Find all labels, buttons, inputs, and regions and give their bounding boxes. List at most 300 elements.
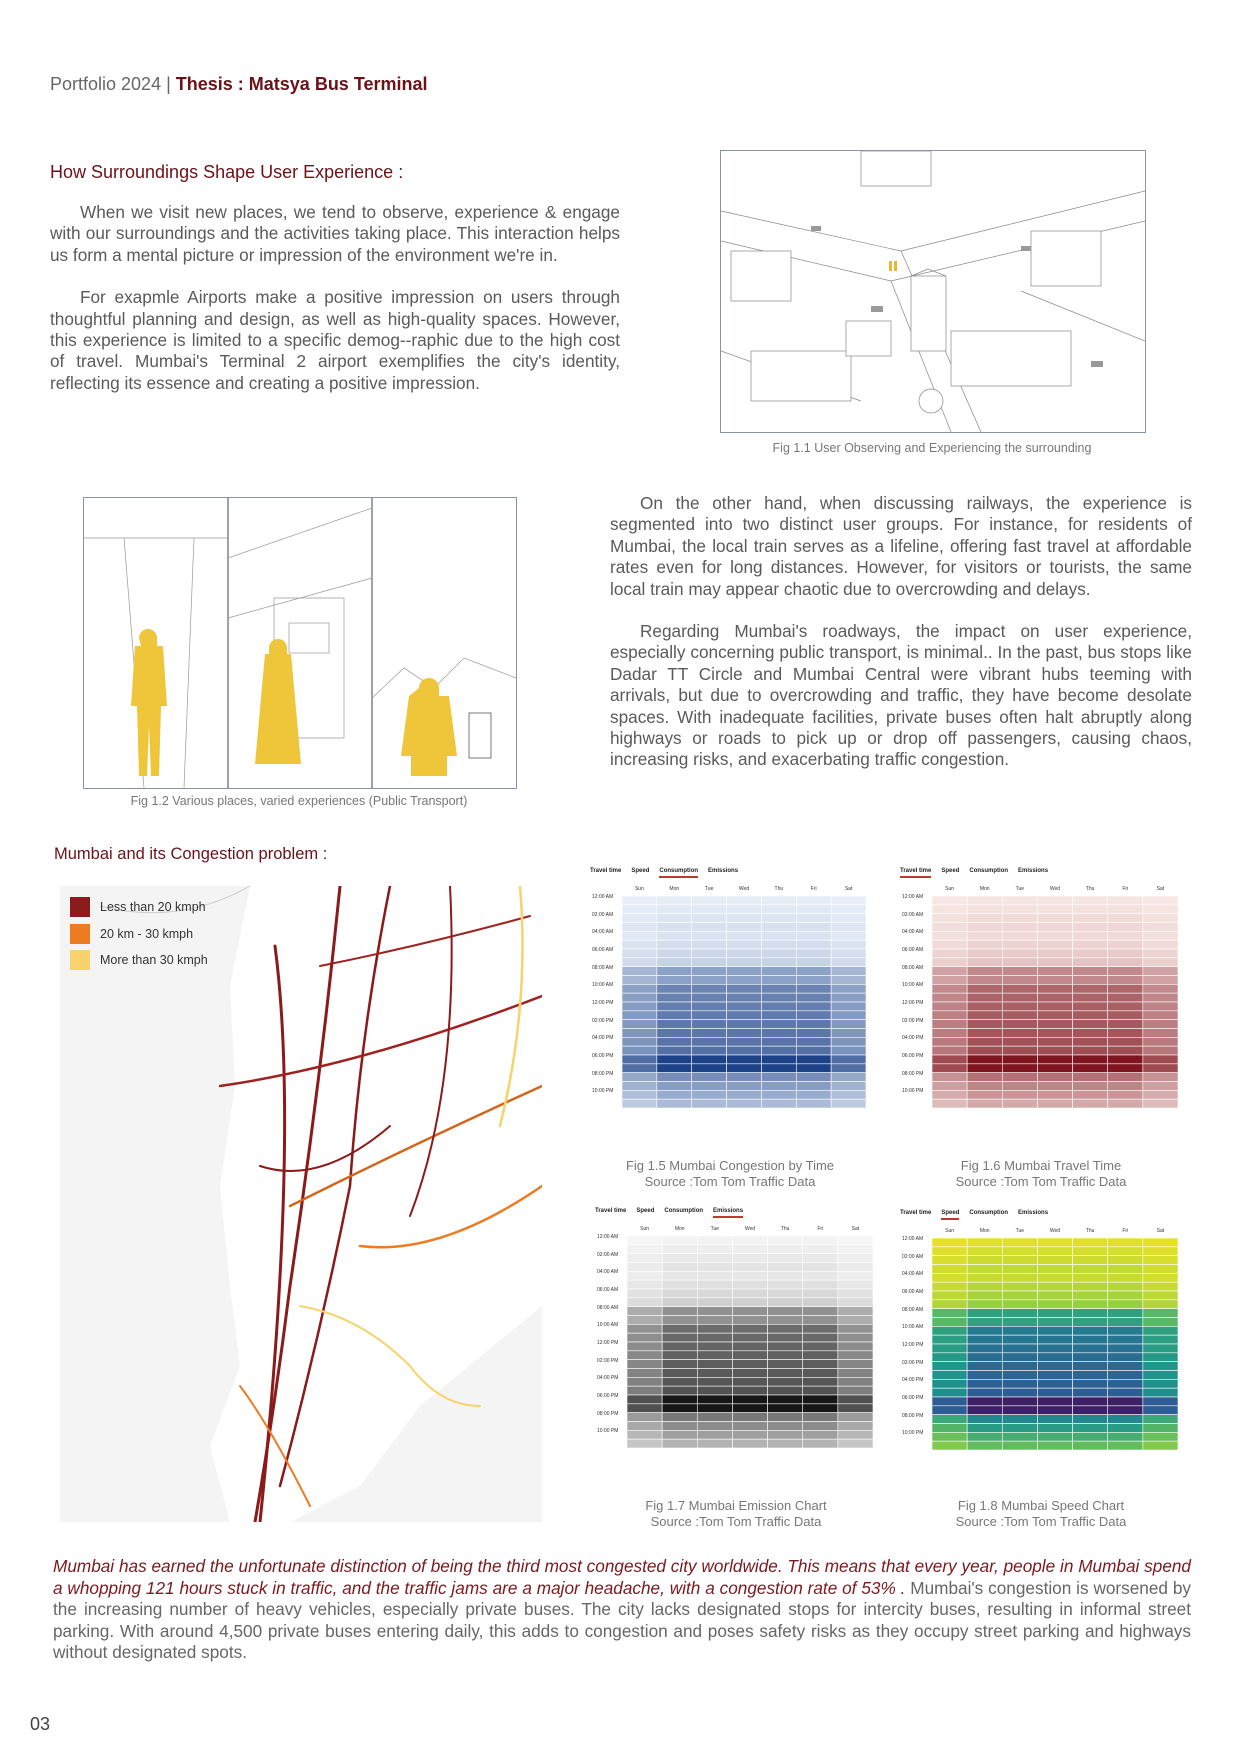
heatmap-cell bbox=[831, 931, 866, 940]
heatmap-cell bbox=[697, 1430, 732, 1439]
heatmap-cell bbox=[761, 914, 796, 923]
heatmap-cell bbox=[967, 1020, 1002, 1029]
heatmap-cell bbox=[1143, 1379, 1178, 1388]
heatmap-cell bbox=[727, 1064, 762, 1073]
heatmap-cell bbox=[932, 1265, 967, 1274]
heatmap-cell bbox=[803, 1386, 838, 1395]
heatmap-cell bbox=[1108, 1055, 1143, 1064]
heatmap-cell bbox=[727, 923, 762, 932]
time-label: 04:00 PM bbox=[597, 1375, 619, 1382]
heatmap-cell bbox=[627, 1236, 662, 1245]
heatmap-cell bbox=[1037, 1073, 1072, 1082]
heatmap-cell bbox=[932, 940, 967, 949]
heatmap-cell bbox=[697, 1342, 732, 1351]
heatmap-cell bbox=[1002, 1064, 1037, 1073]
heatmap-cell bbox=[932, 1020, 967, 1029]
heatmap-cell bbox=[761, 976, 796, 985]
heatmap-cell bbox=[1037, 1362, 1072, 1371]
heatmap-cell bbox=[1073, 1441, 1108, 1450]
time-label: 10:00 PM bbox=[902, 1430, 924, 1437]
heatmap-cell bbox=[932, 984, 967, 993]
heatmap-cell bbox=[838, 1280, 873, 1289]
heatmap-cell bbox=[1073, 1300, 1108, 1309]
heatmap-cell bbox=[932, 905, 967, 914]
heatmap-cell bbox=[1108, 1037, 1143, 1046]
heatmap-cell bbox=[831, 896, 866, 905]
heatmap-tab-emissions[interactable]: Emissions bbox=[1018, 868, 1049, 874]
heatmap-cell bbox=[657, 1090, 692, 1099]
heatmap-cell bbox=[727, 1011, 762, 1020]
heatmap-cell bbox=[932, 1379, 967, 1388]
heatmap-cell bbox=[1108, 1379, 1143, 1388]
heatmap-cell bbox=[1037, 1020, 1072, 1029]
heatmap-cell bbox=[932, 993, 967, 1002]
heatmap-cell bbox=[1143, 1073, 1178, 1082]
heatmap-cell bbox=[662, 1271, 697, 1280]
time-label: 10:00 AM bbox=[592, 982, 614, 989]
heatmap-cell bbox=[1002, 1037, 1037, 1046]
heatmap-cell bbox=[662, 1386, 697, 1395]
heatmap-cell bbox=[1002, 976, 1037, 985]
heatmap-cell bbox=[967, 914, 1002, 923]
heatmap-cell bbox=[692, 1029, 727, 1038]
heatmap-cell bbox=[1037, 1388, 1072, 1397]
heatmap-cell bbox=[761, 1037, 796, 1046]
heatmap-cell bbox=[796, 896, 831, 905]
day-label: Thu bbox=[774, 886, 784, 892]
time-label: 10:00 AM bbox=[902, 982, 924, 989]
heatmap-cell bbox=[967, 1397, 1002, 1406]
heatmap-tab-travel-time[interactable]: Travel time bbox=[590, 868, 622, 874]
heatmap-cell bbox=[1073, 967, 1108, 976]
heatmap-cell bbox=[1108, 1291, 1143, 1300]
heatmap-cell bbox=[932, 1073, 967, 1082]
heatmap-cell bbox=[1002, 1291, 1037, 1300]
time-label: 06:00 AM bbox=[902, 947, 924, 953]
heatmap-cell bbox=[932, 1029, 967, 1038]
heatmap-cell bbox=[732, 1307, 767, 1316]
heatmap-cell bbox=[838, 1439, 873, 1448]
heatmap-cell bbox=[732, 1289, 767, 1298]
heatmap-cell bbox=[1073, 1073, 1108, 1082]
heatmap-cell bbox=[967, 967, 1002, 976]
heatmap-cell bbox=[967, 1011, 1002, 1020]
heatmap-cell bbox=[838, 1236, 873, 1245]
heatmap-cell bbox=[627, 1351, 662, 1360]
heatmap-cell bbox=[1002, 1388, 1037, 1397]
heatmap-cell bbox=[761, 923, 796, 932]
time-label: 08:00 PM bbox=[592, 1070, 614, 1077]
time-label: 10:00 AM bbox=[902, 1324, 924, 1331]
time-label: 08:00 PM bbox=[902, 1070, 924, 1077]
heatmap-cell bbox=[662, 1307, 697, 1316]
heatmap-cell bbox=[1037, 1082, 1072, 1091]
heatmap-tab-speed[interactable]: Speed bbox=[941, 1210, 959, 1220]
heatmap-cell bbox=[838, 1430, 873, 1439]
heatmap-cell bbox=[1037, 1344, 1072, 1353]
day-label: Mon bbox=[979, 1228, 990, 1234]
heatmap-cell bbox=[932, 1318, 967, 1327]
heatmap-cell bbox=[1143, 1082, 1178, 1091]
heatmap-cell bbox=[1002, 905, 1037, 914]
heatmap-cell bbox=[967, 923, 1002, 932]
heatmap-cell bbox=[1002, 1238, 1037, 1247]
heatmap-tab-consumption[interactable]: Consumption bbox=[969, 1210, 1009, 1216]
heatmap-cell bbox=[657, 905, 692, 914]
time-label: 02:00 AM bbox=[597, 1251, 619, 1258]
heatmap-cell bbox=[732, 1422, 767, 1431]
heatmap-day-labels bbox=[932, 1228, 1178, 1234]
heatmap-cell bbox=[1002, 1406, 1037, 1415]
heatmap-cell bbox=[796, 1099, 831, 1108]
heatmap-cell bbox=[932, 1432, 967, 1441]
fig15-caption bbox=[590, 1158, 870, 1190]
heatmap-tab-emissions[interactable]: Emissions bbox=[713, 1208, 743, 1218]
heatmap-cell bbox=[1073, 1415, 1108, 1424]
heatmap-cell bbox=[796, 914, 831, 923]
fig17-caption-title: Fig 1.7 Mumbai Emission Chart bbox=[645, 1498, 827, 1513]
heatmap-cell bbox=[622, 1082, 657, 1091]
legend-item-fast bbox=[70, 950, 208, 970]
heatmap-cell bbox=[1002, 923, 1037, 932]
heatmap-cell bbox=[727, 1002, 762, 1011]
section-title-congestion: Mumbai and its Congestion problem : bbox=[54, 845, 328, 863]
mumbai-road-network bbox=[60, 886, 542, 1522]
fig15-caption-source: Source :Tom Tom Traffic Data bbox=[644, 1174, 816, 1189]
heatmap-cell bbox=[622, 958, 657, 967]
heatmap-cell bbox=[803, 1395, 838, 1404]
heatmap-cell bbox=[697, 1439, 732, 1448]
heatmap-cell bbox=[1073, 1335, 1108, 1344]
heatmap-cell bbox=[932, 1335, 967, 1344]
heatmap-cell bbox=[732, 1298, 767, 1307]
fig18-caption bbox=[900, 1498, 1182, 1530]
heatmap-tab-emissions[interactable]: Emissions bbox=[708, 868, 739, 874]
heatmap-cell bbox=[1002, 984, 1037, 993]
heatmap-cell bbox=[1108, 1406, 1143, 1415]
heatmap-cell bbox=[1073, 1406, 1108, 1415]
heatmap-cell bbox=[622, 967, 657, 976]
fig16-caption bbox=[900, 1158, 1182, 1190]
heatmap-cell bbox=[831, 1037, 866, 1046]
heatmap-cell bbox=[967, 1037, 1002, 1046]
heatmap-cell bbox=[1073, 1318, 1108, 1327]
heatmap-cell bbox=[838, 1316, 873, 1325]
heatmap-cell bbox=[1143, 1353, 1178, 1362]
heatmap-cell bbox=[732, 1386, 767, 1395]
time-label: 02:00 PM bbox=[902, 1017, 924, 1024]
heatmap-cell bbox=[662, 1324, 697, 1333]
heatmap-cell bbox=[768, 1439, 803, 1448]
heatmap-cell bbox=[697, 1254, 732, 1263]
heatmap-cell bbox=[1002, 1371, 1037, 1380]
heatmap-cell bbox=[657, 976, 692, 985]
heatmap-cell bbox=[1002, 1335, 1037, 1344]
heatmap-cell bbox=[803, 1280, 838, 1289]
heatmap-cell bbox=[657, 1099, 692, 1108]
day-label: Sun bbox=[640, 1226, 650, 1232]
heatmap-cell bbox=[803, 1263, 838, 1272]
heatmap-cell bbox=[1002, 1424, 1037, 1433]
heatmap-cell bbox=[967, 931, 1002, 940]
heatmap-cell bbox=[657, 1046, 692, 1055]
heatmap-cell bbox=[1073, 1424, 1108, 1433]
legend-label-slow: Less than 20 kmph bbox=[100, 900, 206, 914]
heatmap-cell bbox=[796, 976, 831, 985]
heatmap-cell bbox=[1002, 1397, 1037, 1406]
heatmap-cell bbox=[657, 967, 692, 976]
heatmap-cell bbox=[622, 1064, 657, 1073]
fig12-caption: Fig 1.2 Various places, varied experiences (Public Transport) bbox=[130, 794, 468, 808]
heatmap-cell bbox=[627, 1422, 662, 1431]
heatmap-cell bbox=[932, 1371, 967, 1380]
heatmap-cell bbox=[1037, 1318, 1072, 1327]
heatmap-cell bbox=[768, 1369, 803, 1378]
day-label: Thu bbox=[1085, 1228, 1095, 1234]
heatmap-tab-speed[interactable]: Speed bbox=[631, 868, 650, 874]
heatmap-cell bbox=[838, 1342, 873, 1351]
heatmap-cell bbox=[1143, 931, 1178, 940]
heatmap-cell bbox=[967, 1073, 1002, 1082]
time-label: 12:00 AM bbox=[597, 1234, 619, 1240]
heatmap-cell bbox=[1143, 940, 1178, 949]
heatmap-tab-consumption[interactable]: Consumption bbox=[659, 868, 698, 878]
heatmap-cell bbox=[1143, 896, 1178, 905]
day-label: Mon bbox=[669, 886, 680, 892]
fig16-caption-title: Fig 1.6 Mumbai Travel Time bbox=[960, 1158, 1122, 1173]
heatmap-cell bbox=[1002, 958, 1037, 967]
heatmap-cell bbox=[1002, 896, 1037, 905]
day-label: Fri bbox=[817, 1226, 824, 1232]
heatmap-tab-travel-time[interactable]: Travel time bbox=[900, 1210, 932, 1216]
heatmap-cell bbox=[657, 1037, 692, 1046]
heatmap-cell bbox=[1073, 1362, 1108, 1371]
heatmap-cell bbox=[1037, 958, 1072, 967]
heatmap-cell bbox=[831, 1073, 866, 1082]
heatmap-tab-consumption[interactable]: Consumption bbox=[969, 868, 1009, 874]
heatmap-cell bbox=[932, 1415, 967, 1424]
heatmap-cell bbox=[838, 1422, 873, 1431]
heatmap-cell bbox=[692, 958, 727, 967]
heatmap-cell bbox=[732, 1280, 767, 1289]
time-label: 04:00 PM bbox=[592, 1035, 614, 1042]
heatmap-cell bbox=[967, 1441, 1002, 1450]
heatmap-cell bbox=[761, 931, 796, 940]
heatmap-cell bbox=[796, 1064, 831, 1073]
heatmap-cell bbox=[627, 1377, 662, 1386]
heatmap-cell bbox=[932, 1441, 967, 1450]
heatmap-cell bbox=[932, 1397, 967, 1406]
heatmap-cell bbox=[692, 1082, 727, 1091]
time-label: 10:00 AM bbox=[597, 1322, 619, 1329]
heatmap-cell bbox=[932, 1011, 967, 1020]
heatmap-cell bbox=[1143, 1055, 1178, 1064]
heatmap-cell bbox=[622, 896, 657, 905]
heatmap-cell bbox=[1037, 1037, 1072, 1046]
heatmap-cell bbox=[967, 1064, 1002, 1073]
section1-paragraph-1: When we visit new places, we tend to observe, experience & engage with our surroundings and the activities taking place. This interaction helps us form a mental picture or impression of the environment we're in. bbox=[50, 202, 620, 265]
heatmap-cell bbox=[1143, 1090, 1178, 1099]
heatmap-cell bbox=[1073, 1432, 1108, 1441]
heatmap-cell bbox=[1037, 1029, 1072, 1038]
heatmap-cell bbox=[1002, 1432, 1037, 1441]
time-label: 08:00 AM bbox=[902, 964, 924, 971]
heatmap-cell bbox=[967, 1406, 1002, 1415]
heatmap-cell bbox=[1108, 1238, 1143, 1247]
heatmap-cell bbox=[1002, 1046, 1037, 1055]
heatmap-cell bbox=[761, 1055, 796, 1064]
heatmap-cell bbox=[1108, 1388, 1143, 1397]
heatmap-cell bbox=[657, 896, 692, 905]
page-header bbox=[50, 74, 428, 95]
heatmap-cell bbox=[1143, 958, 1178, 967]
heatmap-cell bbox=[1143, 1238, 1178, 1247]
heatmap-cell bbox=[803, 1377, 838, 1386]
day-label: Fri bbox=[1122, 1228, 1129, 1234]
heatmap-cell bbox=[1002, 1020, 1037, 1029]
heatmap-cell bbox=[796, 984, 831, 993]
heatmap-cell bbox=[627, 1395, 662, 1404]
heatmap-cell bbox=[1108, 1326, 1143, 1335]
heatmap-cell bbox=[967, 1238, 1002, 1247]
day-label: Sat bbox=[1156, 886, 1165, 892]
heatmap-cell bbox=[732, 1377, 767, 1386]
section1-body bbox=[50, 202, 620, 415]
legend-swatch-fast bbox=[70, 950, 90, 970]
heatmap-cell bbox=[932, 1099, 967, 1108]
heatmap-cell bbox=[803, 1360, 838, 1369]
time-label: 08:00 AM bbox=[597, 1304, 619, 1311]
day-label: Sat bbox=[1156, 1228, 1165, 1234]
heatmap-cell bbox=[697, 1324, 732, 1333]
legend-item-slow bbox=[70, 897, 206, 917]
heatmap-cell bbox=[1108, 984, 1143, 993]
heatmap-cell bbox=[1108, 914, 1143, 923]
heatmap-cell bbox=[1073, 1238, 1108, 1247]
heatmap-cell bbox=[1037, 1291, 1072, 1300]
heatmap-cell bbox=[1073, 1046, 1108, 1055]
heatmap-cell bbox=[768, 1377, 803, 1386]
heatmap-tab-travel-time[interactable]: Travel time bbox=[595, 1208, 627, 1214]
heatmap-tab-speed[interactable]: Speed bbox=[636, 1208, 655, 1214]
heatmap-cell bbox=[1002, 1256, 1037, 1265]
heatmap-tab-speed[interactable]: Speed bbox=[941, 868, 960, 874]
heatmap-cell bbox=[662, 1422, 697, 1431]
time-label: 12:00 PM bbox=[902, 1000, 924, 1006]
fig11-caption: Fig 1.1 User Observing and Experiencing the surrounding bbox=[772, 441, 1092, 455]
heatmap-cell bbox=[1002, 1273, 1037, 1282]
heatmap-cell bbox=[768, 1413, 803, 1422]
heatmap-cell bbox=[662, 1360, 697, 1369]
heatmap-cell bbox=[622, 1073, 657, 1082]
heatmap-cell bbox=[967, 1424, 1002, 1433]
heatmap-cell bbox=[1108, 1099, 1143, 1108]
heatmap-cell bbox=[622, 931, 657, 940]
heatmap-cell bbox=[967, 949, 1002, 958]
heatmap-cell bbox=[768, 1280, 803, 1289]
heatmap-tab-consumption[interactable]: Consumption bbox=[664, 1208, 704, 1214]
heatmap-cell bbox=[662, 1351, 697, 1360]
heatmap-cell bbox=[761, 1002, 796, 1011]
heatmap-cell bbox=[622, 1011, 657, 1020]
heatmap-cell bbox=[1108, 1265, 1143, 1274]
heatmap-cell bbox=[1037, 1011, 1072, 1020]
heatmap-cell bbox=[1073, 1265, 1108, 1274]
heatmap-cell bbox=[1143, 1037, 1178, 1046]
heatmap-cell bbox=[732, 1369, 767, 1378]
heatmap-cell bbox=[967, 1273, 1002, 1282]
section-title-surroundings: How Surroundings Shape User Experience : bbox=[50, 162, 404, 182]
heatmap-cell bbox=[932, 967, 967, 976]
heatmap-cell bbox=[796, 1046, 831, 1055]
day-label: Thu bbox=[1085, 886, 1095, 892]
heatmap-cell bbox=[1073, 1397, 1108, 1406]
heatmap-cell bbox=[768, 1316, 803, 1325]
heatmap-cell bbox=[967, 984, 1002, 993]
heatmap-cell bbox=[662, 1236, 697, 1245]
heatmap-cell bbox=[1108, 1020, 1143, 1029]
heatmap-cell bbox=[1037, 940, 1072, 949]
heatmap-cell bbox=[1108, 931, 1143, 940]
heatmap-cell bbox=[697, 1377, 732, 1386]
heatmap-cell bbox=[1108, 1247, 1143, 1256]
heatmap-cell bbox=[932, 1326, 967, 1335]
heatmap-cell bbox=[1037, 1309, 1072, 1318]
heatmap-cell bbox=[967, 1362, 1002, 1371]
fig12-illustration bbox=[83, 497, 517, 789]
heatmap-cell bbox=[761, 967, 796, 976]
heatmap-cell bbox=[622, 923, 657, 932]
heatmap-cell bbox=[657, 1020, 692, 1029]
heatmap-cell bbox=[1037, 1326, 1072, 1335]
heatmap-cell bbox=[967, 1291, 1002, 1300]
heatmap-cell bbox=[768, 1351, 803, 1360]
heatmap-cell bbox=[1073, 1037, 1108, 1046]
heatmap-cell bbox=[1037, 949, 1072, 958]
day-label: Fri bbox=[810, 886, 817, 892]
heatmap-cell bbox=[768, 1245, 803, 1254]
heatmap-day-labels bbox=[932, 886, 1178, 892]
heatmap-cell bbox=[761, 993, 796, 1002]
heatmap-tab-travel-time[interactable]: Travel time bbox=[900, 868, 931, 878]
heatmap-cell bbox=[1108, 976, 1143, 985]
heatmap-cell bbox=[932, 896, 967, 905]
heatmap-cell bbox=[662, 1298, 697, 1307]
heatmap-cell bbox=[796, 905, 831, 914]
time-label: 06:00 PM bbox=[592, 1053, 614, 1059]
heatmap-cell bbox=[692, 923, 727, 932]
heatmap-tab-emissions[interactable]: Emissions bbox=[1018, 1210, 1049, 1216]
heatmap-cell bbox=[1037, 1300, 1072, 1309]
fig11-illustration bbox=[720, 150, 1146, 433]
heatmap-cell bbox=[796, 1002, 831, 1011]
heatmap-cell bbox=[768, 1386, 803, 1395]
heatmap-cell bbox=[831, 967, 866, 976]
heatmap-cell bbox=[967, 905, 1002, 914]
heatmap-cell bbox=[1108, 1318, 1143, 1327]
heatmap-cell bbox=[932, 1238, 967, 1247]
heatmap-cell bbox=[1073, 1353, 1108, 1362]
heatmap-cell bbox=[803, 1422, 838, 1431]
heatmap-cell bbox=[838, 1263, 873, 1272]
closing-italic-text: Mumbai has earned the unfortunate distinction of being the third most congested city worldwide. This means that every year, people in Mumbai spend a whopping 121 hours stuck in traffic, and the traffic jams are a major headache, with a congestion rate of 53% . bbox=[53, 1556, 1191, 1598]
heatmap-cell bbox=[732, 1342, 767, 1351]
heatmap-cell bbox=[657, 1055, 692, 1064]
heatmap-cell bbox=[803, 1430, 838, 1439]
heatmap-cell bbox=[1002, 1055, 1037, 1064]
heatmap-cell bbox=[838, 1245, 873, 1254]
heatmap-cell bbox=[761, 984, 796, 993]
